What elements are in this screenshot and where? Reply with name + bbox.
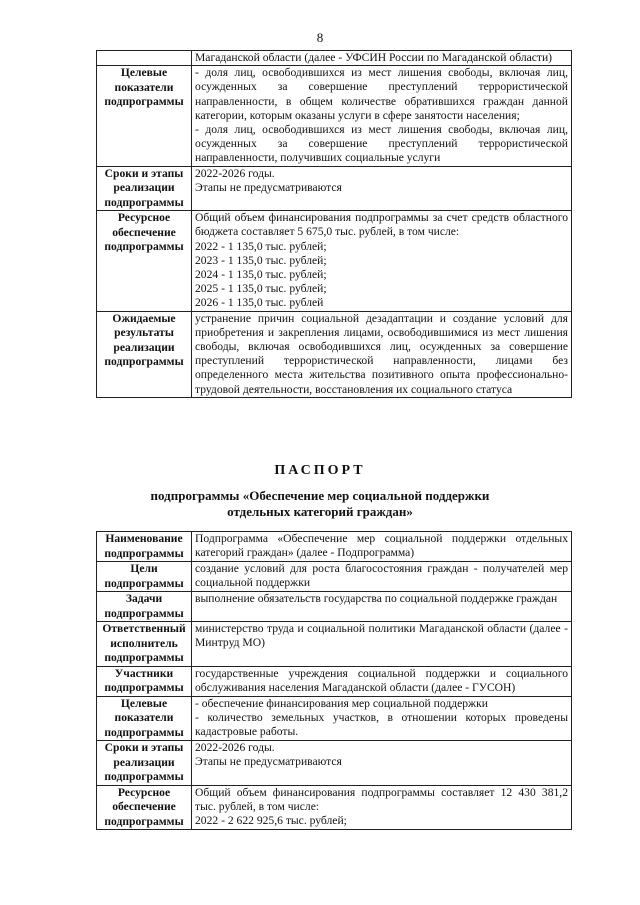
row-label: Ресурсное обеспечение подпрограммы (97, 211, 192, 311)
content-line: Этапы не предусматриваются (195, 755, 342, 769)
content-line: Общий объем финансирования подпрограммы составляет 12 430 381,2 тыс. рублей, в том числе: (195, 785, 568, 813)
row-label: Сроки и этапы реализации подпрограммы (97, 741, 192, 786)
content-line: - количество земельных участков, в отношении которых проведены кадастровые работы. (195, 710, 568, 738)
content-line: - обеспечение финансирования мер социальной поддержки (195, 696, 488, 710)
content-line: создание условий для роста благосостояния граждан - получателей мер социальной поддержки (195, 562, 568, 590)
row-label: Ответственный исполнитель подпрограммы (97, 622, 192, 667)
table-row (97, 622, 572, 667)
table-row (97, 696, 572, 741)
table-row (97, 166, 572, 211)
row-content (192, 166, 572, 211)
row-label: Участники подпрограммы (97, 666, 192, 696)
row-content (192, 622, 572, 667)
row-label: Ожидаемые результаты реализации подпрограммы (97, 311, 192, 397)
page-number: 8 (316, 30, 324, 45)
row-label: Сроки и этапы реализации подпрограммы (97, 166, 192, 211)
passport-subtitle-line-2: отдельных категорий граждан» (227, 504, 413, 519)
row-content (192, 785, 572, 830)
row-label: Целевые показатели подпрограммы (97, 696, 192, 741)
row-content (192, 51, 572, 66)
content-line: 2022 - 2 622 925,6 тыс. рублей; (195, 813, 347, 827)
row-content (192, 211, 572, 311)
row-content (192, 696, 572, 741)
content-line: 2026 - 1 135,0 тыс. рублей (195, 296, 324, 310)
row-content (192, 66, 572, 166)
row-content (192, 666, 572, 696)
table-row (97, 311, 572, 397)
table-row (97, 562, 572, 592)
passport-heading: ПАСПОРТ (274, 463, 366, 478)
content-line: 2023 - 1 135,0 тыс. рублей; (195, 253, 327, 267)
content-line: Подпрограмма «Обеспечение мер социальной поддержки отдельных категорий граждан» (далее - Подпрограмма) (195, 532, 568, 560)
content-line: Магаданской области (далее - УФСИН России по Магаданской области) (195, 51, 553, 64)
table-row (97, 741, 572, 786)
content-line: - доля лиц, освободившихся из мест лишения свободы, включая лиц, осужденных за совершение преступлений террористической направленности, в общем количестве обратившихся граждан данной категории, которым оказаны услуги в сфере занятости населения; (195, 66, 568, 122)
content-line: 2022-2026 годы. (195, 741, 275, 754)
row-content (192, 562, 572, 592)
content-line: - доля лиц, освободившихся из мест лишения свободы, включая лиц, осужденных за совершение преступлений террористической направленности, получивших социальные услуги (195, 123, 568, 165)
row-label: Целевые показатели подпрограммы (97, 66, 192, 166)
passport-subtitle (0, 488, 640, 520)
row-label: Наименование подпрограммы (97, 532, 192, 562)
table-row (97, 785, 572, 830)
table-row (97, 666, 572, 696)
row-content (192, 311, 572, 397)
row-content (192, 741, 572, 786)
row-label: Ресурсное обеспечение подпрограммы (97, 785, 192, 830)
content-line: Этапы не предусматриваются (195, 180, 342, 194)
table-body (97, 532, 572, 830)
table-row (97, 211, 572, 311)
row-content (192, 532, 572, 562)
row-label: Цели подпрограммы (97, 562, 192, 592)
content-line: устранение причин социальной дезадаптации и создание условий для приобретения и закрепления лицами, освободившимися из мест лишения свободы, включая освободившихся лиц, осужденных за совершение преступлений террористической направленности, лицами без определенного места жительства позитивного опыта профессионально-трудовой деятельности, восстановления их социального статуса (195, 311, 568, 396)
table-row (97, 51, 572, 66)
subprogram-passport-table-continued (96, 50, 572, 398)
row-content (192, 592, 572, 622)
passport-subtitle-line-1: подпрограммы «Обеспечение мер социальной поддержки (150, 488, 490, 503)
content-line: 2022-2026 годы. (195, 166, 275, 180)
content-line: 2024 - 1 135,0 тыс. рублей; (195, 267, 327, 281)
row-label: Задачи подпрограммы (97, 592, 192, 622)
table-row (97, 66, 572, 166)
subprogram-passport-table (96, 531, 572, 830)
row-label (97, 51, 192, 66)
table-body (97, 51, 572, 398)
content-line: 2022 - 1 135,0 тыс. рублей; (195, 239, 327, 253)
content-line: выполнение обязательств государства по социальной поддержке граждан (195, 592, 558, 605)
content-line: министерство труда и социальной политики Магаданской области (далее - Минтруд МО) (195, 622, 568, 650)
content-line: государственные учреждения социальной поддержки и социального обслуживания населения Магаданской области (далее - ГУСОН) (195, 666, 568, 694)
content-line: Общий объем финансирования подпрограммы за счет средств областного бюджета составляет 5 675,0 тыс. рублей, в том числе: (195, 211, 568, 239)
table-row (97, 592, 572, 622)
content-line: 2025 - 1 135,0 тыс. рублей; (195, 282, 327, 296)
table-row (97, 532, 572, 562)
